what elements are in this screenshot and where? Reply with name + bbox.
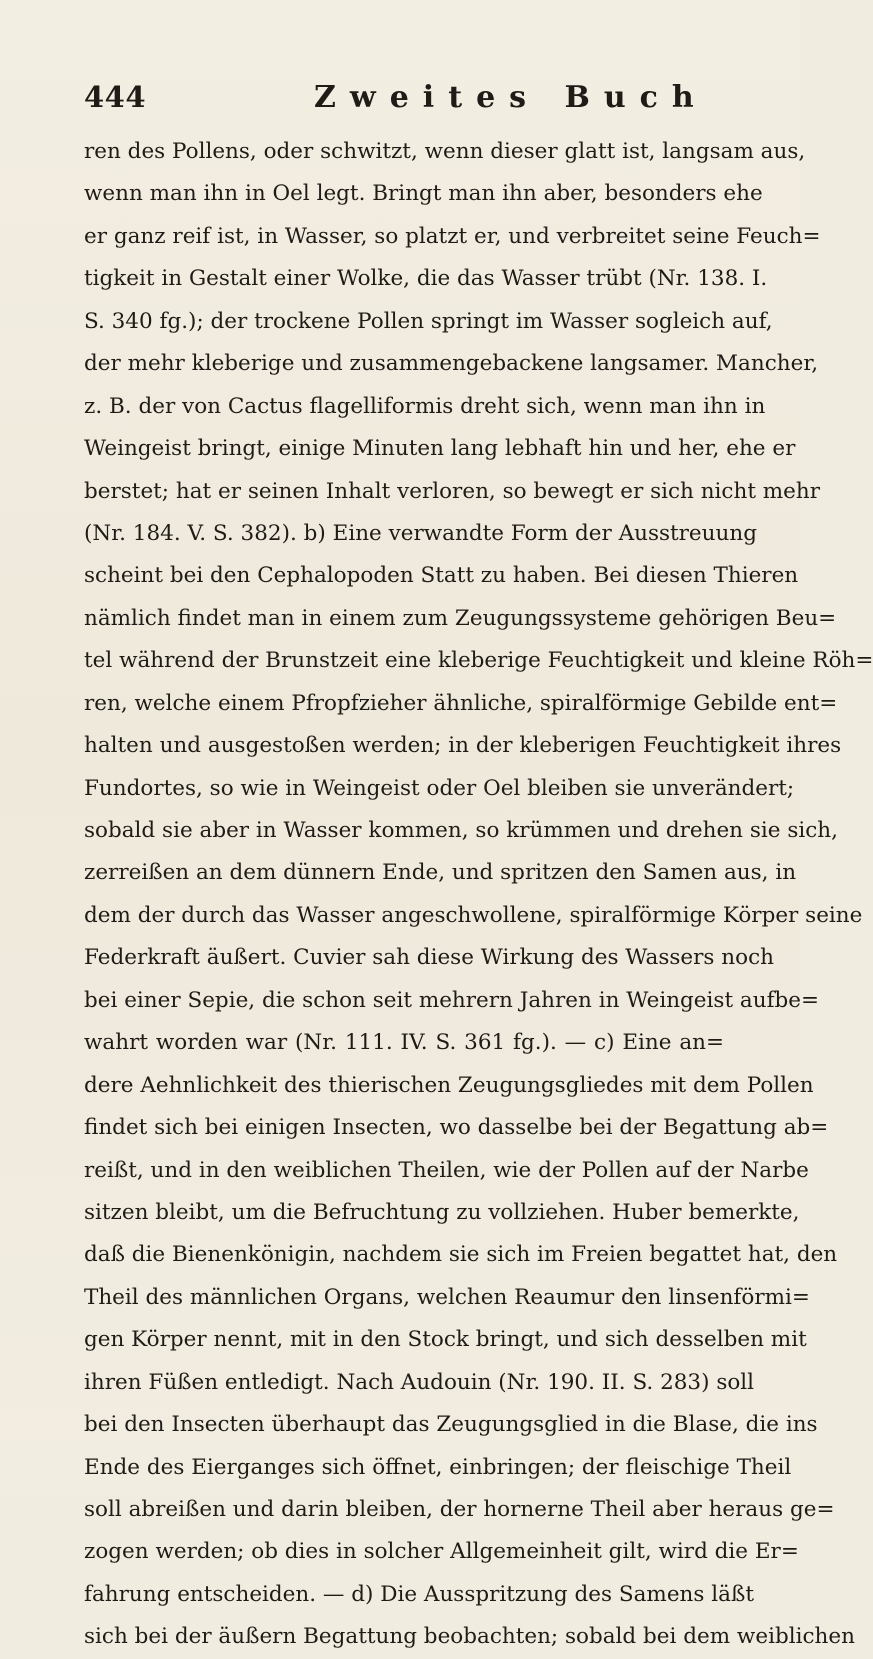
text-line: tigkeit in Gestalt einer Wolke, die das Wasser trübt (Nr. 138. I.: [84, 266, 768, 292]
text-line: nämlich findet man in einem zum Zeugungssysteme gehörigen Beu=: [84, 605, 837, 631]
text-line: Federkraft äußert. Cuvier sah diese Wirkung des Wassers noch: [84, 945, 774, 971]
page-header: [84, 58, 724, 118]
text-line: sobald sie aber in Wasser kommen, so krümmen und drehen sie sich,: [84, 818, 838, 843]
text-line: (Nr. 184. V. S. 382). b) Eine verwandte Form der Ausstreuung: [84, 520, 757, 546]
text-line: soll abreißen und darin bleiben, der hornerne Theil aber heraus ge=: [84, 1497, 835, 1522]
running-title: Zweites Buch: [314, 80, 708, 115]
body-text: [84, 131, 873, 1659]
text-line: bei den Insecten überhaupt das Zeugungsglied in die Blase, die ins: [84, 1412, 818, 1438]
text-line: tel während der Brunstzeit eine kleberige Feuchtigkeit und kleine Röh=: [84, 648, 873, 674]
text-line: er ganz reif ist, in Wasser, so platzt er, und verbreitet seine Feuch=: [84, 223, 821, 249]
page-number: 444: [84, 80, 147, 114]
text-line: bei einer Sepie, die schon seit mehrern Jahren in Weingeist aufbe=: [84, 987, 820, 1013]
text-line: dere Aehnlichkeit des thierischen Zeugungsgliedes mit dem Pollen: [84, 1072, 814, 1098]
text-line: Ende des Eierganges sich öffnet, einbringen; der fleischige Theil: [84, 1454, 792, 1480]
text-line: wahrt worden war (Nr. 111. IV. S. 361 fg.). — c) Eine an=: [84, 1030, 724, 1056]
text-line: der mehr kleberige und zusammengebackene langsamer. Mancher,: [84, 351, 819, 377]
text-line: ihren Füßen entledigt. Nach Audouin (Nr. 190. II. S. 283) soll: [84, 1369, 755, 1395]
text-line: daß die Bienenkönigin, nachdem sie sich im Freien begattet hat, den: [84, 1242, 838, 1268]
text-line: scheint bei den Cephalopoden Statt zu haben. Bei diesen Thieren: [84, 563, 799, 589]
text-line: wenn man ihn in Oel legt. Bringt man ihn aber, besonders ehe: [84, 181, 763, 207]
text-line: z. B. der von Cactus flagelliformis dreht sich, wenn man ihn in: [84, 393, 766, 419]
text-line: fahrung entscheiden. — d) Die Ausspritzung des Samens läßt: [84, 1581, 754, 1607]
text-line: halten und ausgestoßen werden; in der kleberigen Feuchtigkeit ihres: [84, 733, 842, 759]
text-line: S. 340 fg.); der trockene Pollen springt im Wasser sogleich auf,: [84, 308, 773, 334]
text-line: Weingeist bringt, einige Minuten lang lebhaft hin und her, ehe er: [84, 436, 796, 462]
text-line: dem der durch das Wasser angeschwollene, spiralförmige Körper seine: [84, 902, 863, 928]
text-line: zogen werden; ob dies in solcher Allgemeinheit gilt, wird die Er=: [84, 1539, 799, 1565]
text-line: Fundortes, so wie in Weingeist oder Oel bleiben sie unverändert;: [84, 775, 795, 801]
text-line: gen Körper nennt, mit in den Stock bringt, und sich desselben mit: [84, 1327, 807, 1353]
text-line: sitzen bleibt, um die Befruchtung zu vollziehen. Huber bemerkte,: [84, 1199, 800, 1225]
text-line: berstet; hat er seinen Inhalt verloren, so bewegt er sich nicht mehr: [84, 478, 821, 504]
text-line: sich bei der äußern Begattung beobachten; sobald bei dem weiblichen: [84, 1624, 855, 1650]
text-line: zerreißen an dem dünnern Ende, und spritzen den Samen aus, in: [84, 860, 797, 886]
text-line: ren des Pollens, oder schwitzt, wenn dieser glatt ist, langsam aus,: [84, 139, 806, 164]
text-line: ren, welche einem Pfropfzieher ähnliche, spiralförmige Gebilde ent=: [84, 690, 838, 716]
text-line: findet sich bei einigen Insecten, wo dasselbe bei der Begattung ab=: [84, 1115, 829, 1141]
text-line: reißt, und in den weiblichen Theilen, wie der Pollen auf der Narbe: [84, 1157, 809, 1183]
text-line: Theil des männlichen Organs, welchen Reaumur den linsenförmi=: [84, 1284, 810, 1310]
